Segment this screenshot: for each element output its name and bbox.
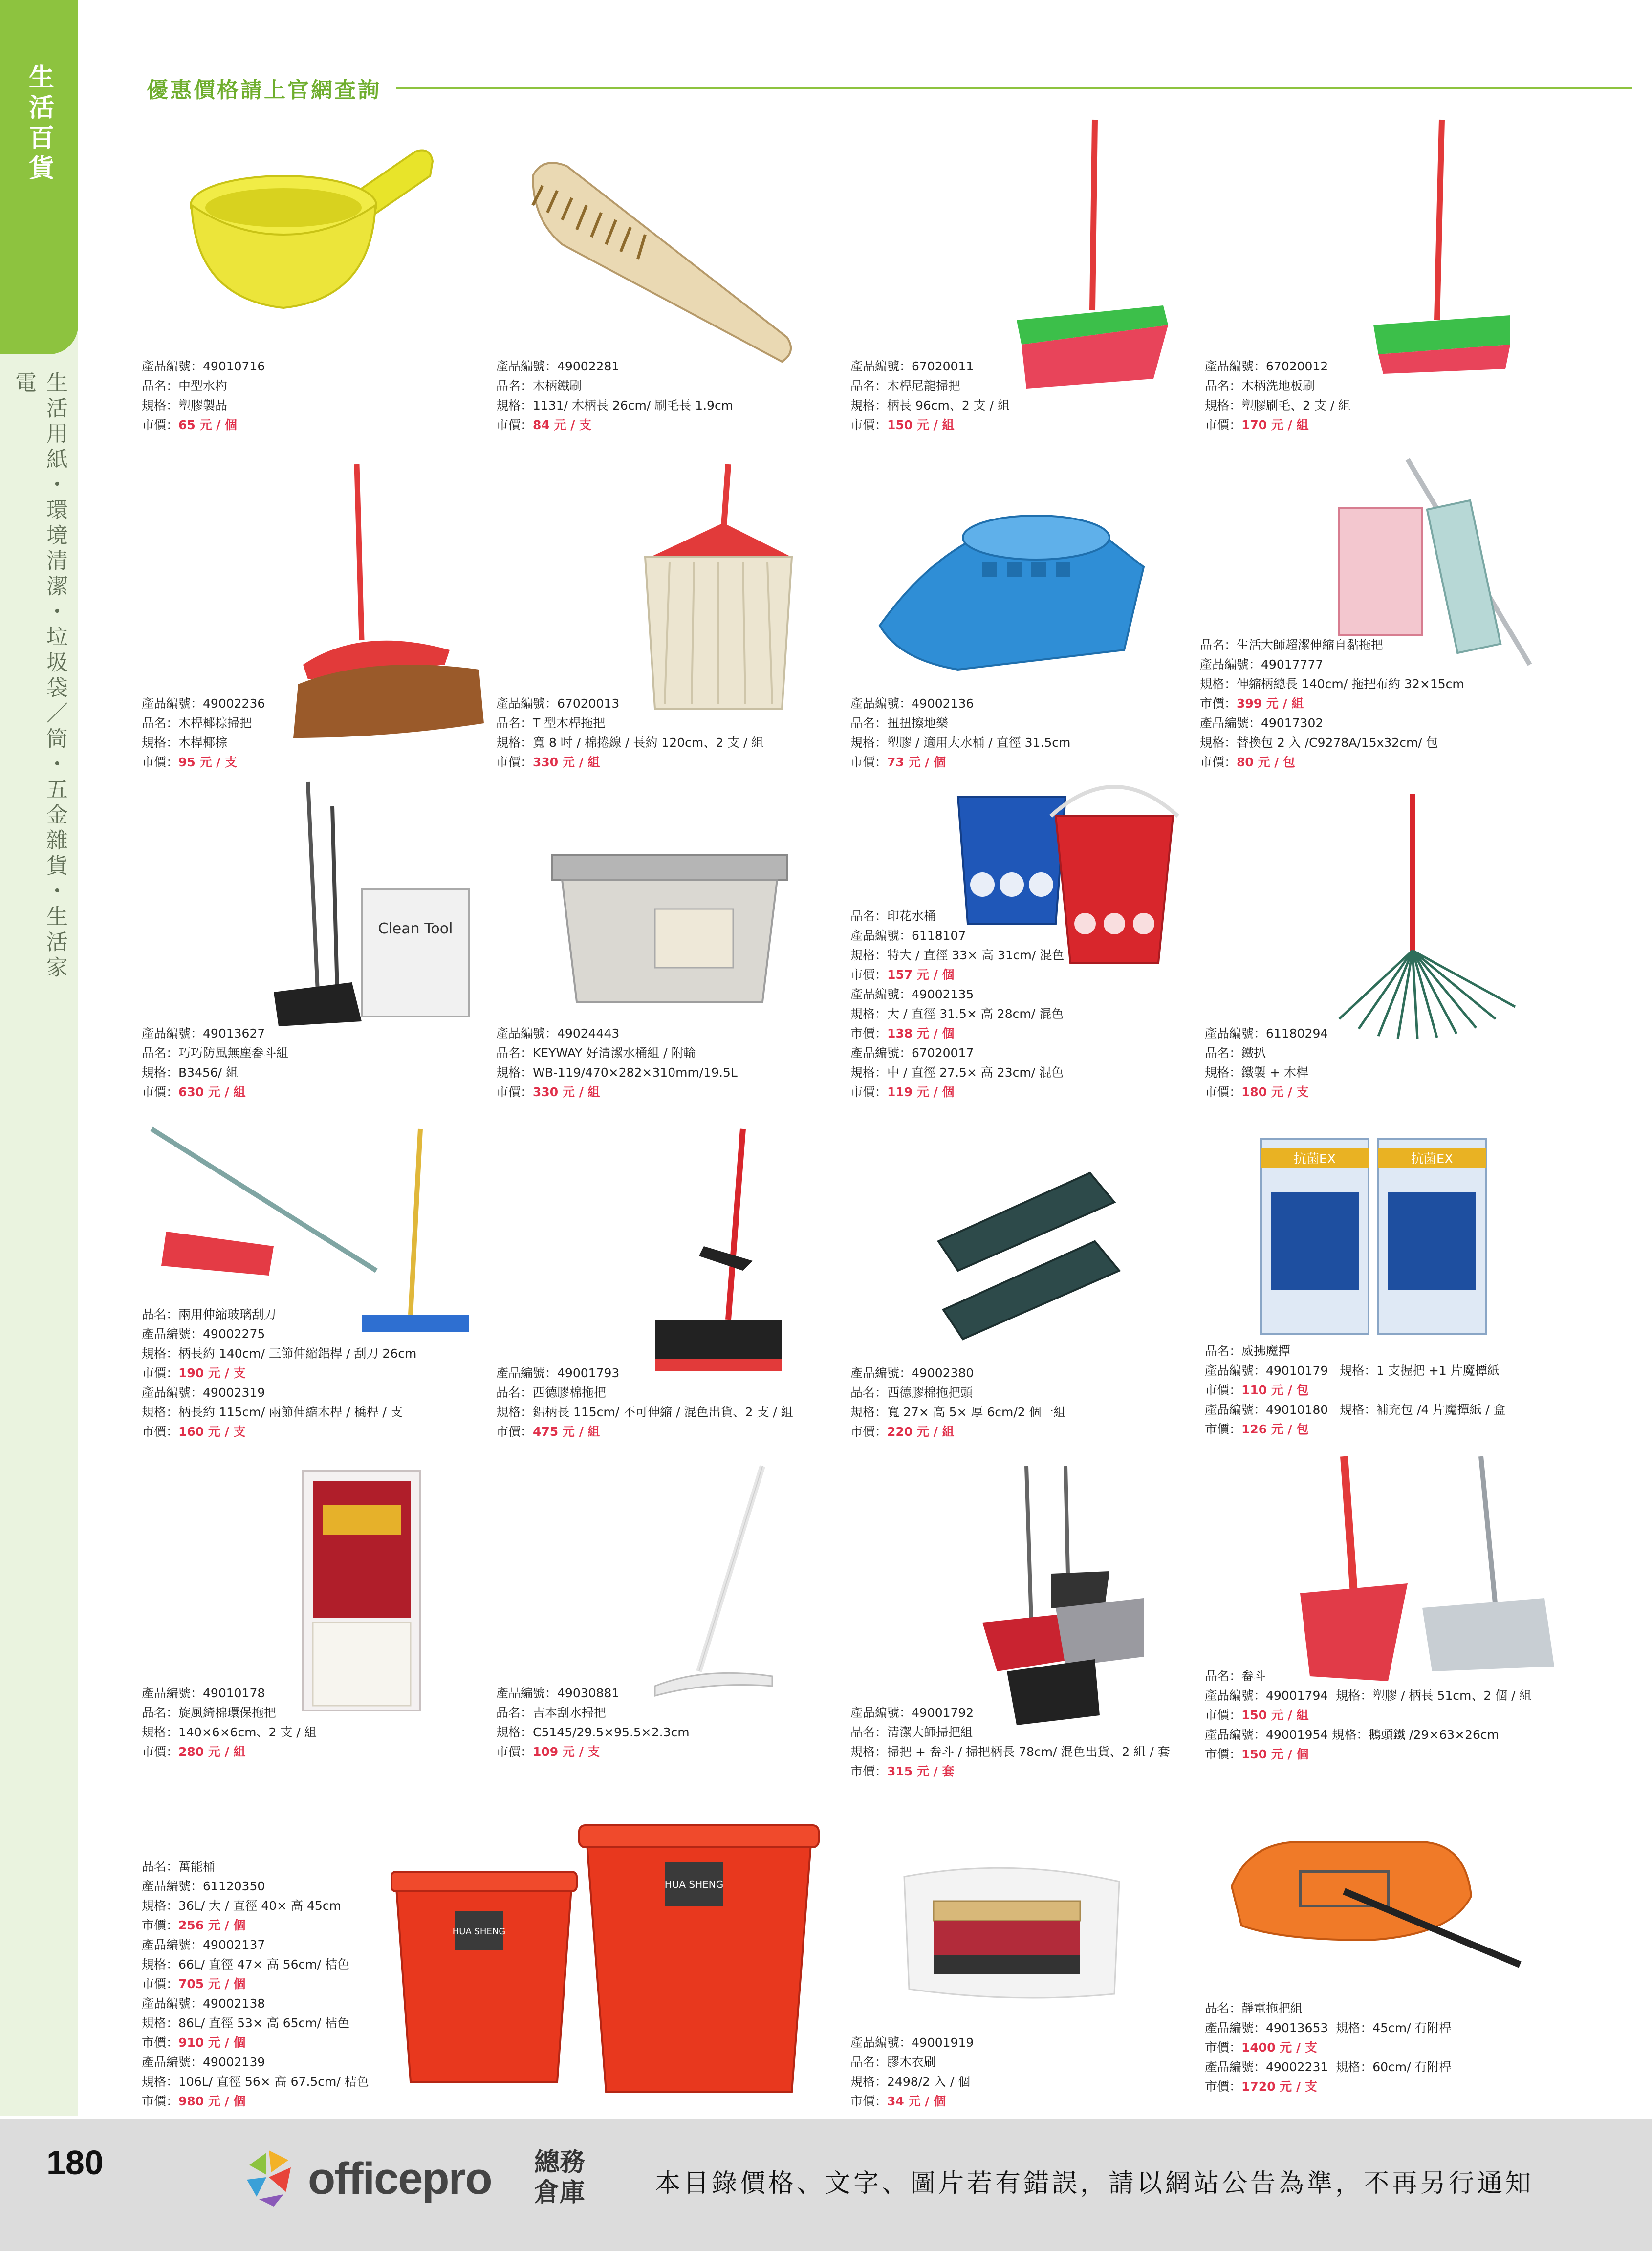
product-spec: 大 / 直徑 31.5× 高 28cm/ 混色 xyxy=(887,1007,1064,1021)
product-code-row: 產品編號：49001792 xyxy=(850,1706,974,1720)
product-spec: 柄長約 115cm/ 兩節伸縮木桿 / 橋桿 / 支 xyxy=(178,1405,403,1419)
product-code: 49024443 xyxy=(557,1026,620,1040)
product-info-p11 xyxy=(850,907,1212,1102)
product-spec: 伸縮柄總長 140cm/ 拖把布約 32×15cm xyxy=(1237,677,1464,691)
product-spec-row: 規格：特大 / 直徑 33× 高 31cm/ 混色 xyxy=(850,948,1065,962)
product-info-p03 xyxy=(850,357,1212,435)
product-spec: 鵝頭鐵 /29×63×26cm xyxy=(1369,1728,1500,1742)
product-code: 6118107 xyxy=(912,929,966,943)
product-spec: C5145/29.5×95.5×2.3cm xyxy=(533,1725,690,1739)
product-spec-row: 規格：塑膠製品 xyxy=(142,398,228,412)
product-info-p05 xyxy=(142,694,503,772)
product-spec-row: 規格：C5145/29.5×95.5×2.3cm xyxy=(496,1725,690,1739)
water-squeegee-broom-image xyxy=(645,1461,802,1701)
product-spec: 1131/ 木柄長 26cm/ 刷毛長 1.9cm xyxy=(533,398,734,412)
product-price-row: 市價：126 元 / 包 xyxy=(1205,1422,1309,1436)
product-spec: 塑膠 / 柄長 51cm、2 個 / 組 xyxy=(1372,1688,1532,1703)
product-spec: 塑膠刷毛、2 支 / 組 xyxy=(1241,398,1351,412)
product-info-p08 xyxy=(1200,635,1562,772)
product-info-p20 xyxy=(1205,1667,1566,1764)
mop-bucket-image xyxy=(543,841,797,1017)
product-info-p17 xyxy=(142,1684,503,1762)
duster-pack-image xyxy=(1256,1134,1500,1339)
product-name: T 型木桿拖把 xyxy=(533,716,606,730)
product-spec: 86L/ 直徑 53× 高 65cm/ 桔色 xyxy=(178,2016,350,2030)
product-spec: 45cm/ 有附桿 xyxy=(1372,2021,1452,2035)
product-code: 49030881 xyxy=(557,1686,620,1700)
product-spec-row: 規格：大 / 直徑 31.5× 高 28cm/ 混色 xyxy=(850,1007,1064,1021)
product-spec: 寬 8 吋 / 棉捲線 / 長約 120cm、2 支 / 組 xyxy=(533,736,764,750)
product-price: 475 元 / 組 xyxy=(533,1425,600,1439)
product-name: 清潔大師掃把組 xyxy=(887,1725,973,1739)
product-price-row: 市價：110 元 / 包 xyxy=(1205,1383,1309,1397)
dustpans-image xyxy=(1290,1451,1564,1686)
packet-brand-text-1: 抗菌EX xyxy=(1293,1152,1336,1167)
product-spec: 60cm/ 有附桿 xyxy=(1372,2060,1452,2074)
product-spec: 補充包 /4 片魔撢紙 / 盒 xyxy=(1376,1403,1506,1417)
product-price-row: 市價：80 元 / 包 xyxy=(1200,755,1296,769)
product-name-row: 品名：木桿椰棕掃把 xyxy=(142,716,252,730)
product-code-row: 產品編號：49001794 規格：塑膠 / 柄長 51cm、2 個 / 組 xyxy=(1205,1688,1532,1703)
product-name-row: 品名：木柄鐵刷 xyxy=(496,379,582,393)
product-code: 67020012 xyxy=(1266,359,1328,373)
product-name: KEYWAY 好清潔水桶組 / 附輪 xyxy=(533,1046,696,1060)
product-code-row: 產品編號：49030881 xyxy=(496,1686,620,1700)
product-spec: 木桿椰棕 xyxy=(178,736,228,750)
mop-wringer-image xyxy=(870,503,1158,674)
product-price: 190 元 / 支 xyxy=(178,1366,246,1380)
product-price-row: 市價：475 元 / 組 xyxy=(496,1425,600,1439)
sidebar-subcategories xyxy=(0,371,78,997)
product-price: 1400 元 / 支 xyxy=(1241,2040,1317,2055)
product-info-p09 xyxy=(142,1024,503,1102)
product-info-p06 xyxy=(496,694,858,772)
product-name: 扭扭擦地樂 xyxy=(887,716,949,730)
product-code-row: 產品編號：49001793 xyxy=(496,1366,620,1380)
product-code: 67020011 xyxy=(912,359,974,373)
product-name-row: 品名：靜電拖把組 xyxy=(1205,2001,1303,2015)
product-spec: 掃把 + 畚斗 / 掃把柄長 78cm/ 混色出貨、2 組 / 套 xyxy=(887,1745,1170,1759)
product-spec-row: 規格：掃把 + 畚斗 / 掃把柄長 78cm/ 混色出貨、2 組 / 套 xyxy=(850,1745,1170,1759)
logo-chinese: 總務倉庫 xyxy=(534,2148,585,2208)
product-code-row: 產品編號：49002231 規格：60cm/ 有附桿 xyxy=(1205,2060,1452,2074)
product-price-row: 市價：160 元 / 支 xyxy=(142,1425,246,1439)
product-name: 木桿椰棕掃把 xyxy=(178,716,252,730)
product-spec-row: 規格：鋁柄長 115cm/ 不可伸縮 / 混色出貨、2 支 / 組 xyxy=(496,1405,793,1419)
product-spec-row: 規格：柄長約 140cm/ 三節伸縮鋁桿 / 刮刀 26cm xyxy=(142,1346,417,1361)
logo-mark-icon xyxy=(239,2145,303,2209)
product-name: 木桿尼龍掃把 xyxy=(887,379,961,393)
product-price: 399 元 / 組 xyxy=(1237,696,1304,711)
product-spec: 鐵製 + 木桿 xyxy=(1241,1065,1308,1080)
product-code-row: 產品編號：49002139 xyxy=(142,2055,265,2069)
product-price: 1720 元 / 支 xyxy=(1241,2079,1317,2094)
product-info-p02 xyxy=(496,357,858,435)
page-footer xyxy=(0,2119,1652,2251)
product-name: 巧巧防風無塵畚斗組 xyxy=(178,1046,289,1060)
product-code: 67020013 xyxy=(557,696,620,711)
product-price-row: 市價：109 元 / 支 xyxy=(496,1745,600,1759)
product-price-row: 市價：150 元 / 組 xyxy=(850,418,955,432)
product-spec: 塑膠 / 適用大水桶 / 直徑 31.5cm xyxy=(887,736,1071,750)
product-name: 萬能桶 xyxy=(178,1860,216,1874)
product-spec: WB-119/470×282×310mm/19.5L xyxy=(533,1065,738,1080)
product-spec-row: 規格：寬 27× 高 5× 厚 6cm/2 個一組 xyxy=(850,1405,1066,1419)
product-spec: 鋁柄長 115cm/ 不可伸縮 / 混色出貨、2 支 / 組 xyxy=(533,1405,793,1419)
product-name-row: 品名：生活大師超潔伸縮自黏拖把 xyxy=(1200,638,1384,652)
product-code-row: 產品編號：49017302 xyxy=(1200,716,1324,730)
product-spec-row: 規格：柄長 96cm、2 支 / 組 xyxy=(850,398,1010,412)
product-spec: 中 / 直徑 27.5× 高 23cm/ 混色 xyxy=(887,1065,1064,1080)
product-price-row: 市價：399 元 / 組 xyxy=(1200,696,1304,711)
sidebar-subcategory-list: 生活用紙・環境清潔・垃圾袋／筒・五金雜貨・生活家電 xyxy=(11,371,67,981)
product-code: 49002281 xyxy=(557,359,620,373)
product-price-row: 市價：220 元 / 組 xyxy=(850,1425,955,1439)
product-price-row: 市價：84 元 / 支 xyxy=(496,418,592,432)
product-name: 西德膠棉拖把頭 xyxy=(887,1385,973,1400)
product-code-row: 產品編號：6118107 xyxy=(850,929,966,943)
product-name: 鐵扒 xyxy=(1241,1046,1266,1060)
product-code-row: 產品編號：61120350 xyxy=(142,1879,265,1893)
product-name-row: 品名：木柄洗地板刷 xyxy=(1205,379,1315,393)
product-price-row: 市價：330 元 / 組 xyxy=(496,1085,600,1099)
product-name-row: 品名：巧巧防風無塵畚斗組 xyxy=(142,1046,289,1060)
product-price-row: 市價：315 元 / 套 xyxy=(850,1764,955,1778)
product-code: 49010179 xyxy=(1266,1364,1328,1378)
product-price: 150 元 / 組 xyxy=(1241,1708,1309,1722)
product-price: 280 元 / 組 xyxy=(178,1745,246,1759)
product-info-p07 xyxy=(850,694,1212,772)
product-price-row: 市價：34 元 / 個 xyxy=(850,2094,946,2108)
product-name-row: 品名：吉本刮水掃把 xyxy=(496,1706,607,1720)
product-code: 49001954 xyxy=(1266,1728,1328,1742)
product-code: 49002275 xyxy=(203,1327,265,1341)
product-price-row: 市價：330 元 / 組 xyxy=(496,755,600,769)
product-price-row: 市價：630 元 / 組 xyxy=(142,1085,246,1099)
product-info-p22 xyxy=(850,2033,1212,2111)
header-rule xyxy=(396,87,1632,89)
product-code-row: 產品編號：49002138 xyxy=(142,1996,265,2011)
product-code-row: 產品編號：49002135 xyxy=(850,987,974,1001)
product-code: 49002380 xyxy=(912,1366,974,1380)
floor-brush-image xyxy=(1364,115,1520,379)
product-info-p21 xyxy=(142,1857,503,2111)
product-price-row: 市價：170 元 / 組 xyxy=(1205,418,1309,432)
product-name: 中型水杓 xyxy=(178,379,228,393)
sponge-head-image xyxy=(929,1163,1124,1349)
product-code: 49002231 xyxy=(1266,2060,1328,2074)
product-name-row: 品名：畚斗 xyxy=(1205,1669,1266,1683)
disclaimer-text: 本目錄價格、文字、圖片若有錯誤，請以網站公告為準，不再另行通知 xyxy=(655,2169,1534,2198)
product-name: 畚斗 xyxy=(1241,1669,1266,1683)
product-code: 49002137 xyxy=(203,1938,265,1952)
product-price-row: 市價：180 元 / 支 xyxy=(1205,1085,1309,1099)
product-spec-row: 規格：1131/ 木柄長 26cm/ 刷毛長 1.9cm xyxy=(496,398,734,412)
product-spec: 替換包 2 入 /C9278A/15x32cm/ 包 xyxy=(1237,736,1438,750)
product-info-p10 xyxy=(496,1024,858,1102)
product-price: 34 元 / 個 xyxy=(887,2094,946,2108)
product-price: 80 元 / 包 xyxy=(1237,755,1296,769)
product-code: 49013627 xyxy=(203,1026,265,1040)
product-code-row: 產品編號：67020017 xyxy=(850,1046,974,1060)
product-name-row: 品名：KEYWAY 好清潔水桶組 / 附輪 xyxy=(496,1046,696,1060)
product-price-row: 市價：910 元 / 個 xyxy=(142,2035,246,2050)
product-code-row: 產品編號：49001919 xyxy=(850,2035,974,2050)
page-number: 180 xyxy=(46,2143,104,2182)
product-price-row: 市價：65 元 / 個 xyxy=(142,418,238,432)
product-name-row: 品名：扭扭擦地樂 xyxy=(850,716,949,730)
product-spec-row: 規格：木桿椰棕 xyxy=(142,736,228,750)
cotton-mop-pack-image xyxy=(293,1461,430,1715)
product-info-p23 xyxy=(1205,1999,1566,2097)
product-name-row: 品名：萬能桶 xyxy=(142,1860,216,1874)
product-name: 西德膠棉拖把 xyxy=(533,1385,607,1400)
product-code-row: 產品編號：49010180 規格：補充包 /4 片魔撢紙 / 盒 xyxy=(1205,1403,1506,1417)
product-code-row: 產品編號：49002380 xyxy=(850,1366,974,1380)
sidebar-category xyxy=(0,0,78,354)
broom-set-image xyxy=(978,1461,1163,1735)
product-spec-row: 規格：B3456/ 組 xyxy=(142,1065,239,1080)
product-price: 980 元 / 個 xyxy=(178,2094,246,2108)
product-spec-row: 規格：鐵製 + 木桿 xyxy=(1205,1065,1308,1080)
product-spec: 特大 / 直徑 33× 高 31cm/ 混色 xyxy=(887,948,1065,962)
product-info-p04 xyxy=(1205,357,1566,435)
product-code-row: 產品編號：61180294 xyxy=(1205,1026,1328,1040)
product-name-row: 品名：木桿尼龍掃把 xyxy=(850,379,961,393)
product-name-row: 品名：膠木衣刷 xyxy=(850,2055,936,2069)
product-code-row: 產品編號：49002137 xyxy=(142,1938,265,1952)
product-price: 256 元 / 個 xyxy=(178,1918,246,1932)
product-code: 49001919 xyxy=(912,2035,974,2050)
product-code-row: 產品編號：49013653 規格：45cm/ 有附桿 xyxy=(1205,2021,1452,2035)
product-spec: 36L/ 大 / 直徑 40× 高 45cm xyxy=(178,1899,341,1913)
product-code-row: 產品編號：67020013 xyxy=(496,696,620,711)
product-code-row: 產品編號：49002281 xyxy=(496,359,620,373)
product-price: 630 元 / 組 xyxy=(178,1085,246,1099)
product-price: 84 元 / 支 xyxy=(533,418,592,432)
product-price: 150 元 / 個 xyxy=(1241,1747,1309,1761)
product-spec-row: 規格：柄長約 115cm/ 兩節伸縮木桿 / 橋桿 / 支 xyxy=(142,1405,403,1419)
product-code: 49002139 xyxy=(203,2055,265,2069)
product-name: 印花水桶 xyxy=(887,909,936,923)
product-code-row: 產品編號：49010179 規格：1 支握把 +1 片魔撢紙 xyxy=(1205,1364,1500,1378)
packet-brand-text-2: 抗菌EX xyxy=(1411,1152,1454,1167)
product-price: 220 元 / 組 xyxy=(887,1425,955,1439)
product-price: 910 元 / 個 xyxy=(178,2035,246,2050)
product-name-row: 品名：T 型木桿拖把 xyxy=(496,716,606,730)
product-code-row: 產品編號：49002275 xyxy=(142,1327,265,1341)
product-code-row: 產品編號：49001954 規格：鵝頭鐵 /29×63×26cm xyxy=(1205,1728,1500,1742)
product-code: 49002236 xyxy=(203,696,265,711)
product-price-row: 市價：119 元 / 個 xyxy=(850,1085,955,1099)
product-name-row: 品名：旋風綺棉環保拖把 xyxy=(142,1706,277,1720)
product-price: 110 元 / 包 xyxy=(1241,1383,1309,1397)
product-price: 705 元 / 個 xyxy=(178,1977,246,1991)
product-price: 150 元 / 組 xyxy=(887,418,955,432)
product-code: 61120350 xyxy=(203,1879,265,1893)
rake-image xyxy=(1329,789,1525,1043)
product-code: 49001794 xyxy=(1266,1688,1328,1703)
product-name: 兩用伸縮玻璃刮刀 xyxy=(178,1307,277,1321)
product-spec-row: 規格：86L/ 直徑 53× 高 65cm/ 桔色 xyxy=(142,2016,350,2030)
product-code: 49001793 xyxy=(557,1366,620,1380)
product-name: 吉本刮水掃把 xyxy=(533,1706,607,1720)
product-name-row: 品名：中型水杓 xyxy=(142,379,228,393)
product-code-row: 產品編號：49002319 xyxy=(142,1385,265,1400)
product-price: 180 元 / 支 xyxy=(1241,1085,1309,1099)
box-brand-text: Clean Tool xyxy=(378,920,453,937)
clothes-brush-image xyxy=(894,1857,1129,2004)
sidebar-category-label: 生活百貨 xyxy=(24,64,54,185)
product-spec: 塑膠製品 xyxy=(178,398,228,412)
product-name: 靜電拖把組 xyxy=(1241,2001,1303,2015)
product-name-row: 品名：西德膠棉拖把 xyxy=(496,1385,607,1400)
product-name: 膠木衣刷 xyxy=(887,2055,936,2069)
product-code: 49017302 xyxy=(1261,716,1324,730)
product-code: 49002135 xyxy=(912,987,974,1001)
product-price: 65 元 / 個 xyxy=(178,418,238,432)
product-name-row: 品名：兩用伸縮玻璃刮刀 xyxy=(142,1307,277,1321)
product-info-p13 xyxy=(142,1305,503,1442)
product-price-row: 市價：138 元 / 個 xyxy=(850,1026,955,1040)
product-price: 109 元 / 支 xyxy=(533,1745,600,1759)
product-code: 49013653 xyxy=(1266,2021,1328,2035)
bucket-brand-text-2: HUA SHENG xyxy=(664,1879,724,1890)
product-price-row: 市價：73 元 / 個 xyxy=(850,755,946,769)
product-code-row: 產品編號：49017777 xyxy=(1200,657,1324,671)
wire-brush-image xyxy=(523,147,797,386)
product-name: 威拂魔撢 xyxy=(1241,1344,1291,1358)
product-name: 木柄洗地板刷 xyxy=(1241,379,1315,393)
product-name: 旋風綺棉環保拖把 xyxy=(178,1706,277,1720)
product-spec: 柄長約 140cm/ 三節伸縮鋁桿 / 刮刀 26cm xyxy=(178,1346,417,1361)
product-spec-row: 規格：伸縮柄總長 140cm/ 拖把布約 32×15cm xyxy=(1200,677,1464,691)
product-info-p14 xyxy=(496,1364,858,1442)
product-spec: B3456/ 組 xyxy=(178,1065,239,1080)
product-price: 126 元 / 包 xyxy=(1241,1422,1309,1436)
product-spec: 寬 27× 高 5× 厚 6cm/2 個一組 xyxy=(887,1405,1066,1419)
product-spec: 66L/ 直徑 47× 高 56cm/ 桔色 xyxy=(178,1957,350,1971)
product-code-row: 產品編號：49002136 xyxy=(850,696,974,711)
product-price: 330 元 / 組 xyxy=(533,1085,600,1099)
product-code: 49001792 xyxy=(912,1706,974,1720)
product-price-row: 市價：705 元 / 個 xyxy=(142,1977,246,1991)
product-info-p15 xyxy=(850,1364,1212,1442)
product-code-row: 產品編號：49024443 xyxy=(496,1026,620,1040)
product-code-row: 產品編號：67020012 xyxy=(1205,359,1328,373)
product-spec: 柄長 96cm、2 支 / 組 xyxy=(887,398,1010,412)
product-info-p19 xyxy=(850,1703,1212,1781)
product-code-row: 產品編號：49010178 xyxy=(142,1686,265,1700)
product-spec-row: 規格：66L/ 直徑 47× 高 56cm/ 桔色 xyxy=(142,1957,350,1971)
product-spec-row: 規格：寬 8 吋 / 棉捲線 / 長約 120cm、2 支 / 組 xyxy=(496,736,764,750)
product-code: 49010178 xyxy=(203,1686,265,1700)
page-header xyxy=(147,73,1632,103)
sidebar xyxy=(0,0,78,2116)
product-info-p01 xyxy=(142,357,503,435)
product-name-row: 品名：鐵扒 xyxy=(1205,1046,1266,1060)
product-spec-row: 規格：中 / 直徑 27.5× 高 23cm/ 混色 xyxy=(850,1065,1064,1080)
product-spec-row: 規格：140×6×6cm、2 支 / 組 xyxy=(142,1725,317,1739)
product-code-row: 產品編號：49010716 xyxy=(142,359,265,373)
product-price: 73 元 / 個 xyxy=(887,755,946,769)
product-spec: 1 支握把 +1 片魔撢紙 xyxy=(1376,1364,1500,1378)
product-code: 49002319 xyxy=(203,1385,265,1400)
page-title: 優惠價格請上官網查詢 xyxy=(147,78,381,103)
product-spec: 106L/ 直徑 56× 高 67.5cm/ 桔色 xyxy=(178,2075,369,2089)
product-code: 67020017 xyxy=(912,1046,974,1060)
product-info-p16 xyxy=(1205,1342,1566,1439)
product-info-p12 xyxy=(1205,1024,1566,1102)
product-price: 157 元 / 個 xyxy=(887,968,955,982)
sponge-mop-image xyxy=(645,1124,792,1378)
product-price: 119 元 / 個 xyxy=(887,1085,955,1099)
product-spec-row: 規格：2498/2 入 / 個 xyxy=(850,2075,971,2089)
product-code: 49010180 xyxy=(1266,1403,1328,1417)
product-price-row: 市價：256 元 / 個 xyxy=(142,1918,246,1932)
product-spec-row: 規格：36L/ 大 / 直徑 40× 高 45cm xyxy=(142,1899,341,1913)
product-code: 61180294 xyxy=(1266,1026,1328,1040)
product-name: 木柄鐵刷 xyxy=(533,379,582,393)
product-spec: 140×6×6cm、2 支 / 組 xyxy=(178,1725,317,1739)
product-spec-row: 規格：替換包 2 入 /C9278A/15x32cm/ 包 xyxy=(1200,736,1438,750)
product-price: 170 元 / 組 xyxy=(1241,418,1309,432)
product-spec-row: 規格：106L/ 直徑 56× 高 67.5cm/ 桔色 xyxy=(142,2075,369,2089)
product-code: 49017777 xyxy=(1261,657,1324,671)
product-code-row: 產品編號：67020011 xyxy=(850,359,974,373)
product-price-row: 市價：150 元 / 個 xyxy=(1205,1747,1309,1761)
product-spec-row: 規格：塑膠刷毛、2 支 / 組 xyxy=(1205,398,1351,412)
product-price-row: 市價：980 元 / 個 xyxy=(142,2094,246,2108)
product-price: 160 元 / 支 xyxy=(178,1425,246,1439)
product-price-row: 市價：1720 元 / 支 xyxy=(1205,2079,1317,2094)
product-name-row: 品名：印花水桶 xyxy=(850,909,936,923)
product-name: 生活大師超潔伸縮自黏拖把 xyxy=(1237,638,1384,652)
product-price: 315 元 / 套 xyxy=(887,1764,955,1778)
water-scoop-image xyxy=(186,142,440,352)
product-code: 49002136 xyxy=(912,696,974,711)
product-code: 49002138 xyxy=(203,1996,265,2011)
product-spec-row: 規格：WB-119/470×282×310mm/19.5L xyxy=(496,1065,738,1080)
product-code-row: 產品編號：49013627 xyxy=(142,1026,265,1040)
product-price-row: 市價：150 元 / 組 xyxy=(1205,1708,1309,1722)
product-price: 95 元 / 支 xyxy=(178,755,238,769)
product-spec-row: 規格：塑膠 / 適用大水桶 / 直徑 31.5cm xyxy=(850,736,1071,750)
logo-word: officepro xyxy=(308,2154,492,2204)
product-price-row: 市價：1400 元 / 支 xyxy=(1205,2040,1317,2055)
dustpan-set-image xyxy=(264,777,479,1031)
product-code: 49010716 xyxy=(203,359,265,373)
product-name-row: 品名：清潔大師掃把組 xyxy=(850,1725,973,1739)
product-spec: 2498/2 入 / 個 xyxy=(887,2075,971,2089)
product-price-row: 市價：95 元 / 支 xyxy=(142,755,238,769)
static-mop-image xyxy=(1222,1828,1525,1984)
product-price: 138 元 / 個 xyxy=(887,1026,955,1040)
product-price-row: 市價：190 元 / 支 xyxy=(142,1366,246,1380)
product-price-row: 市價：157 元 / 個 xyxy=(850,968,955,982)
product-name-row: 品名：威拂魔撢 xyxy=(1205,1344,1291,1358)
product-info-p18 xyxy=(496,1684,858,1762)
officepro-logo xyxy=(239,2145,611,2209)
nylon-broom-image xyxy=(1007,115,1173,389)
product-price-row: 市價：280 元 / 組 xyxy=(142,1745,246,1759)
bucket-brand-text-1: HUA SHENG xyxy=(452,1926,506,1937)
product-code-row: 產品編號：49002236 xyxy=(142,696,265,711)
product-name-row: 品名：西德膠棉拖把頭 xyxy=(850,1385,973,1400)
product-price: 330 元 / 組 xyxy=(533,755,600,769)
t-mop-image xyxy=(635,459,802,714)
